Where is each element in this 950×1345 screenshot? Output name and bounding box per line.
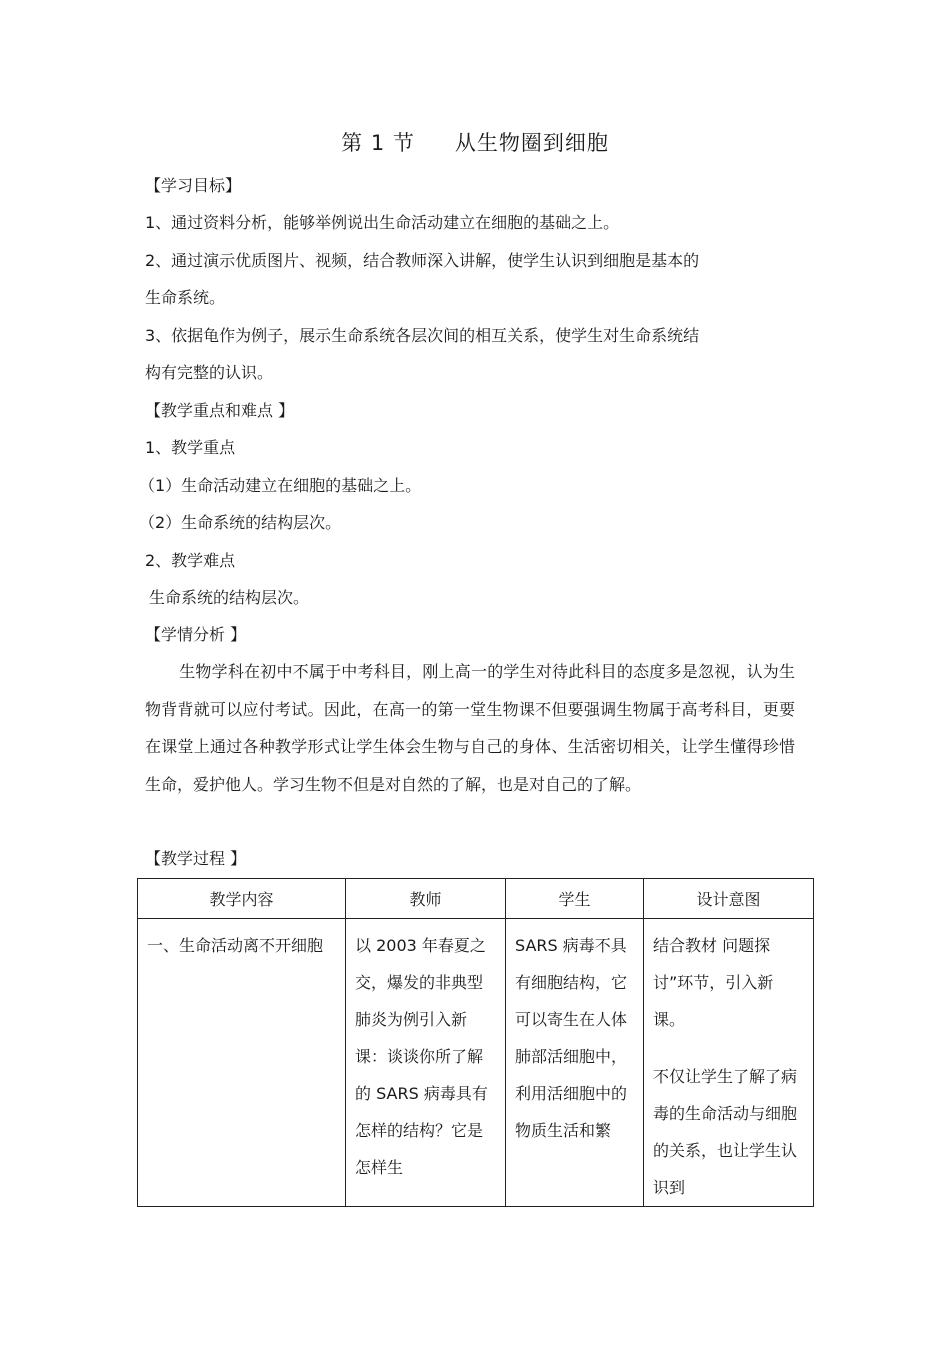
column-header: 教师 [346, 879, 506, 919]
design-cell [644, 919, 814, 1207]
content-cell [138, 919, 346, 1207]
column-header: 学生 [506, 879, 644, 919]
teaching-process-table [137, 878, 814, 1207]
student-text: SARS 病毒不具有细胞结构，它可以寄生在人体肺部活细胞中，利用活细胞中的物质生活和繁 [515, 936, 628, 1140]
objective-item: 构有完整的认识。 [145, 363, 274, 382]
key-points-heading: 【教学重点和难点 】 [145, 401, 295, 420]
design-text-1: 结合教材 问题探讨”环节，引入新课。 [653, 936, 774, 1029]
table-row [138, 919, 814, 1207]
difficulty-text: 生命系统的结构层次。 [149, 588, 310, 607]
focus-item: （2）生命系统的结构层次。 [139, 513, 342, 532]
analysis-text: 生物学科在初中不属于中考科目，刚上高一的学生对待此科目的态度多是忽视，认为生物背背就可以应付考试。因此，在高一的第一堂生物课不但要强调生物属于高考科目，更要在课堂上通过各种教学形式让学生体会生物与自己的身体、生活密切相关，让学生懂得珍惜生命，爱护他人。学习生物不但是对自然的了解，也是对自己的了解。 [145, 662, 795, 794]
section-number: 第 1 节 [341, 131, 415, 155]
section-name: 从生物圈到细胞 [454, 131, 609, 155]
process-heading: 【教学过程 】 [145, 849, 247, 868]
table-header-row [138, 879, 814, 919]
analysis-paragraph [145, 653, 795, 803]
column-header: 设计意图 [644, 879, 814, 919]
content-text: 一、生命活动离不开细胞 [147, 936, 324, 955]
objective-item: 生命系统。 [145, 288, 226, 307]
column-header: 教学内容 [138, 879, 346, 919]
student-cell [506, 919, 644, 1207]
difficulty-title: 2、教学难点 [145, 551, 236, 570]
analysis-heading: 【学情分析 】 [145, 625, 247, 644]
focus-item: （1）生命活动建立在细胞的基础之上。 [139, 476, 422, 495]
teacher-text: 以 2003 年春夏之交，爆发的非典型肺炎为例引入新课：谈谈你所了解的 SARS 病毒具有怎样的结构？它是怎样生 [355, 936, 488, 1177]
design-text-2: 不仅让学生了解了病毒的生命活动与细胞的关系，也让学生认识到 [653, 1067, 798, 1197]
objectives-heading: 【学习目标】 [145, 176, 242, 195]
teacher-cell [346, 919, 506, 1207]
page-title [0, 127, 950, 157]
objective-item: 2、通过演示优质图片、视频，结合教师深入讲解，使学生认识到细胞是基本的 [145, 251, 700, 270]
focus-title: 1、教学重点 [145, 438, 236, 457]
objective-item: 3、依据龟作为例子，展示生命系统各层次间的相互关系，使学生对生命系统结 [145, 326, 700, 345]
objective-item: 1、通过资料分析，能够举例说出生命活动建立在细胞的基础之上。 [145, 213, 620, 232]
